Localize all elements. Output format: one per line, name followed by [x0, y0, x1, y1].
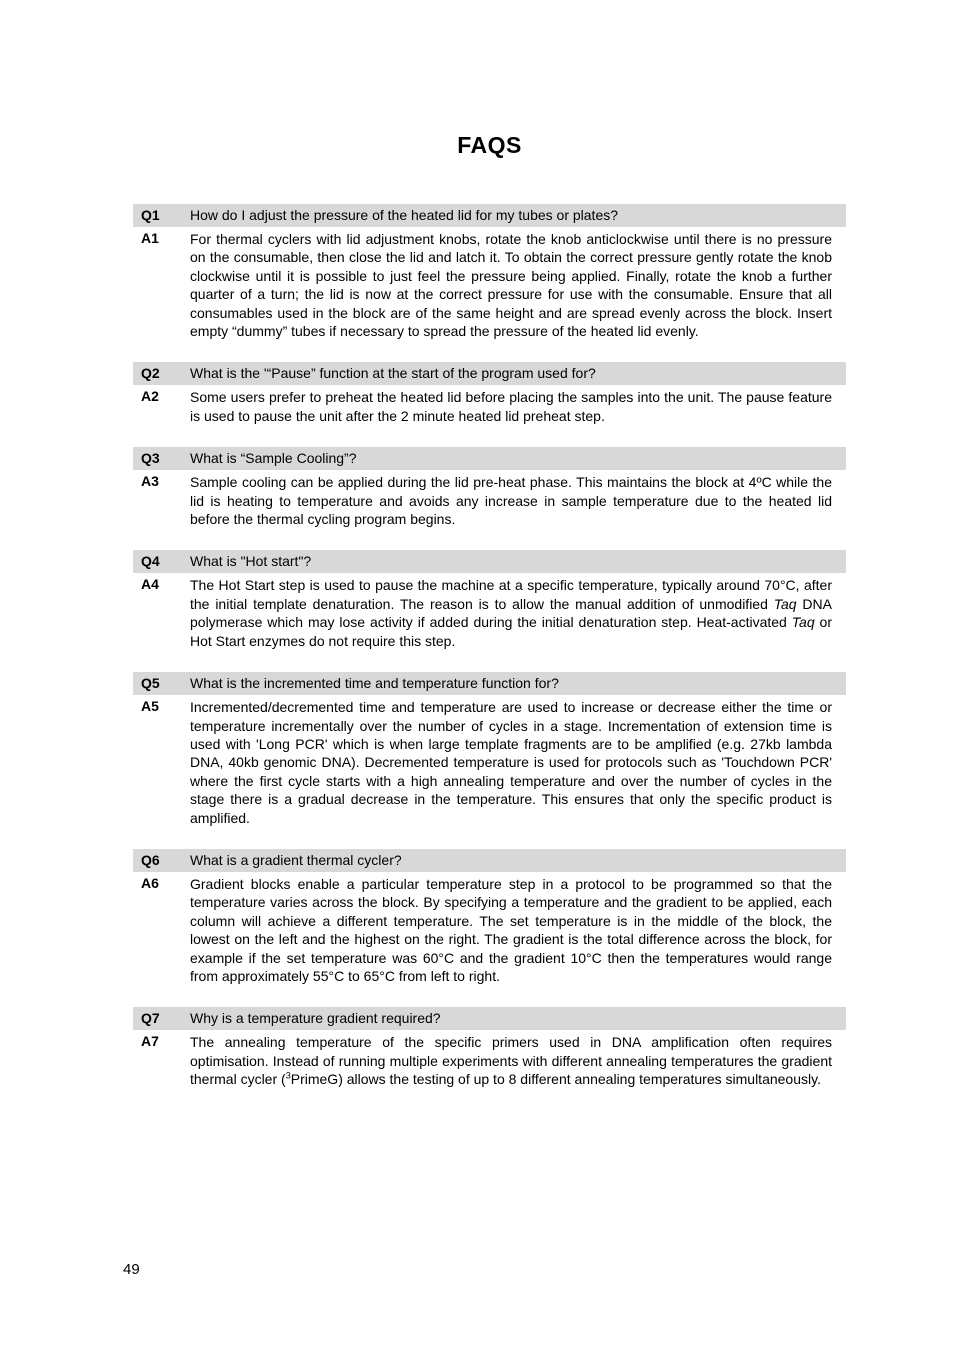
faq-question-row — [133, 1007, 846, 1030]
answer-text: The annealing temperature of the specific primers used in DNA amplification often requires optimisation. Instead of running multiple experiments with different annealing temperatures the gradient thermal cycler ($^3$PrimeG) allows the testing of up to 8 different annealing temperatures simultaneously. — [190, 1034, 832, 1088]
document-content — [133, 132, 846, 1111]
faq-item-3 — [133, 447, 846, 528]
answer-label: A4 — [141, 576, 159, 593]
faq-question-row — [133, 672, 846, 695]
faq-answer-row — [133, 872, 846, 985]
question-text: What is the '“Pause” function at the start of the program used for? — [190, 365, 596, 382]
question-label: Q3 — [141, 450, 160, 467]
faq-answer-row — [133, 1030, 846, 1088]
question-text: What is a gradient thermal cycler? — [190, 851, 402, 868]
faq-item-5 — [133, 672, 846, 827]
question-label: Q1 — [141, 207, 160, 223]
faq-answer-row — [133, 385, 846, 425]
question-label: Q6 — [141, 851, 160, 868]
faq-question-row — [133, 849, 846, 872]
faq-item-1 — [133, 204, 846, 340]
faq-answer-row — [133, 227, 846, 340]
page-title: FAQS — [457, 132, 522, 158]
question-label: Q7 — [141, 1010, 160, 1027]
faq-answer-row — [133, 470, 846, 528]
answer-label: A5 — [141, 698, 159, 715]
faq-answer-row — [133, 573, 846, 650]
answer-text: For thermal cyclers with lid adjustment knobs, rotate the knob anticlockwise until there is no pressure on the consumable, then close the lid and latch it. To obtain the correct pressure gently rotate the knob clockwise until it is possible to just feel the pressure being applied. Finally, rotate the knob a further quarter of a turn; the lid is now at the correct pressure for use with the consumable. Ensure that all consumables used in the block are of the same height and are spread evenly across the block. Insert empty “dummy” tubes if necessary to spread the pressure of the heated lid evenly. — [190, 231, 832, 340]
answer-label: A2 — [141, 388, 159, 405]
faq-answer-row — [133, 695, 846, 827]
question-text: How do I adjust the pressure of the heated lid for my tubes or plates? — [190, 207, 619, 223]
question-text: What is the incremented time and temperature function for? — [190, 675, 559, 692]
faq-question-row — [133, 447, 846, 470]
question-label: Q4 — [141, 553, 160, 570]
page-number: 49 — [123, 1261, 140, 1278]
question-label: Q2 — [141, 365, 160, 382]
answer-label: A7 — [141, 1033, 159, 1050]
faq-item-2 — [133, 362, 846, 425]
faq-question-row — [133, 204, 846, 227]
answer-text: Gradient blocks enable a particular temperature step in a protocol to be programmed so that the temperature varies across the block. By specifying a temperature and the gradient to be applied, each column will achieve a different temperature. The set temperature is in the middle of the block, the lowest on the left and the highest on the right. The gradient is the total difference across the block, for example if the set temperature was 60°C and the gradient 10°C then the temperatures would range from approximately 55°C to 65°C from left to right. — [190, 875, 832, 984]
answer-text: The Hot Start step is used to pause the machine at a specific temperature, typically around 70°C, after the initial template denaturation. The reason is to allow the manual addition of unmodified Taq DNA polymerase which may lose activity if added during the initial denaturation step. Heat-activated Taq or Hot Start enzymes do not require this step. — [190, 577, 832, 649]
question-label: Q5 — [141, 675, 160, 692]
answer-text: Incremented/decremented time and temperature are used to increase or decrease either the time or temperature incrementally over the number of cycles in a stage. Incrementation of extension time is used with 'Long PCR' which is when large template fragments are to be amplified (e.g. 27kb lambda DNA, 40kb genomic DNA). Decremented temperature is used for protocols such as 'Touchdown PCR' where the first cycle starts with a high annealing temperature and over the number of cycles in the stage there is a gradual decrease in the temperature. This ensures that only the specific product is amplified. — [190, 699, 832, 826]
faq-item-6 — [133, 849, 846, 985]
answer-label: A1 — [141, 230, 159, 246]
faq-question-row — [133, 550, 846, 573]
answer-text: Some users prefer to preheat the heated lid before placing the samples into the unit. The pause feature is used to pause the unit after the 2 minute heated lid preheat step. — [190, 389, 832, 424]
question-text: What is “Sample Cooling”? — [190, 450, 357, 467]
answer-label: A3 — [141, 473, 159, 490]
faq-list — [133, 204, 846, 1089]
question-text: Why is a temperature gradient required? — [190, 1010, 441, 1027]
answer-text: Sample cooling can be applied during the lid pre-heat phase. This maintains the block at 4ºC while the lid is heating to temperature and avoids any increase in sample temperature due to the heated lid before the thermal cycling program begins. — [190, 474, 832, 528]
question-text: What is "Hot start"? — [190, 553, 312, 570]
faq-item-4 — [133, 550, 846, 650]
faq-item-7 — [133, 1007, 846, 1088]
answer-label: A6 — [141, 874, 159, 891]
faq-question-row — [133, 362, 846, 385]
